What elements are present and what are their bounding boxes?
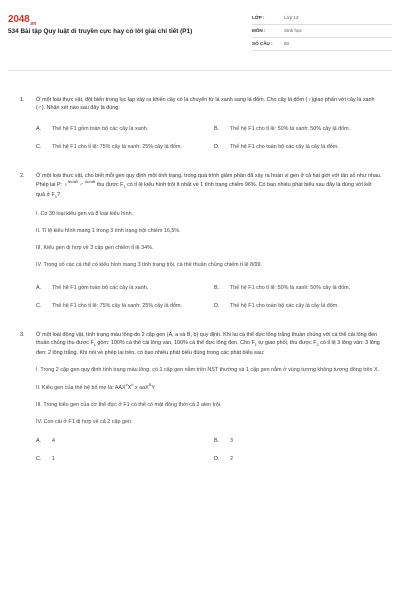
cross-genotype-female: Ab/aB [67, 180, 78, 185]
meta-count-row: SỐ CÂU : 50 [252, 38, 392, 51]
option-c[interactable]: C. 1 [36, 456, 55, 463]
answer-options [36, 432, 382, 468]
question-2 [0, 172, 400, 315]
answer-options [36, 120, 382, 156]
site-logo[interactable]: $2048_{.vn}$ [8, 14, 37, 27]
document-title: 534 Bài tập Quy luật di truyền cực hay có lời giải chi tiết (P1) [8, 28, 193, 35]
statement-4: IV. Con cái ở F1 dị hợp về cả 2 cặp gen. [36, 419, 133, 426]
option-d[interactable]: D. 2 [214, 456, 233, 463]
question-number: 3. [20, 332, 25, 339]
option-c[interactable]: C. Thế hệ F1 cho tỉ lệ: 75% cây lá xanh: 25% cây lá đốm. [36, 144, 183, 151]
statement-1: I. Có 30 loại kiểu gen và 8 loại kiểu hình. [36, 210, 134, 217]
option-a[interactable]: A. Thế hệ F1 gồm toàn bộ các cây lá xanh. [36, 285, 149, 292]
option-b[interactable]: B. 3 [214, 438, 233, 445]
statement-3: III. Kiểu gen dị hợp về 3 cặp gen chiếm tỉ lệ 34%. [36, 244, 154, 251]
meta-class-row: LỚP : Lớp 12 [252, 12, 392, 25]
document-meta [252, 12, 392, 51]
question-number: 1. [20, 97, 25, 103]
option-c[interactable]: C. Thế hệ F1 cho tỉ lệ: 75% cây lá xanh: 25% cây lá đốm. [36, 303, 183, 310]
question-text: Ở một loài thực vật, đột biến trong lục lạp xảy ra khiến cây có lá chuyển từ lá xanh sang lá đốm. Cho cây lá đốm (♀)giao phấn với cây lá xanh (♂). Nhận xét nào sau đây là đúng: [36, 97, 375, 112]
option-a[interactable]: A. Thế hệ F1 gồm toàn bộ các cây lá xanh. [36, 126, 149, 133]
question-text: Ở một loài động vật, tính trạng màu lông do 2 cặp gen (A, a và B, b) quy định. Khi lai cá thể đực lông trắng thuần chủng với cá thể cái lông đen thuần chủng thu được $F_1$ gồm: 100% cá thể cái lông vàn, 100% cá thể đực lông đen. Cho $F_1$ tự giao phối, thu được $F_2$ có tỉ lệ 3 lông vàn: 3 lông đen: 2 lông trắng. Khi nói về phép lai trên, có bao nhiêu phát biểu đúng trong các phát biểu sau: [36, 332, 380, 356]
question-1 [0, 96, 400, 156]
question-list [0, 78, 400, 468]
statement-4: IV. Trong số các cá thể có kiểu hình mang 3 tính trạng trội, cá thể thuần chủng chiếm tỉ lệ 8/99. [36, 261, 263, 268]
statement-3: III. Trong kiểu gen của cơ thể đực ở F1 có thể có mặt đồng thời cả 2 alen trội. [36, 402, 222, 409]
statement-2: II. Kiểu gen của thế hệ bố mẹ là: $AAX^bX^b$ x aaX$^B$Y [36, 383, 155, 391]
meta-subject-row: MÔN : Sinh học [252, 25, 392, 38]
question-number: 2. [20, 173, 25, 180]
document-header [0, 0, 400, 62]
option-d[interactable]: D. Thế hệ F1 cho toàn bộ các cây lá cây lá đốm. [214, 144, 339, 151]
statement-1: I. Trong 2 cặp gen quy định tính trạng màu lông, có 1 cặp gen nằm trên NST thường và 1 cặp gen nằm ở vùng tương không tương đồng trên X. [36, 367, 380, 374]
option-b[interactable]: B. Thế hệ F1 cho tỉ lệ: 50% lá xanh: 50% cây lá đốm. [214, 126, 351, 133]
answer-options [36, 279, 382, 315]
option-b[interactable]: B. Thế hệ F1 cho tỉ lệ: 50% lá xanh: 50% cây lá đốm. [214, 285, 351, 292]
question-3 [0, 331, 400, 468]
option-d[interactable]: D. Thế hệ F1 cho toàn bộ các cây lá cây lá đốm. [214, 303, 339, 310]
header-divider [8, 70, 392, 71]
statement-2: II. Tỉ lệ kiểu hình mang 1 trong 3 tính trạng trội chiếm 16,5%. [36, 227, 181, 234]
option-a[interactable]: A. 4 [36, 438, 55, 445]
cross-genotype-male: Ab/aB [85, 180, 96, 185]
question-text: Ở một loài thực vật, cho biết mỗi gen quy định một tính trạng, trong quá trình giảm phân đã xảy ra hoán vị gen ở cả hai giới với tần số như nhau. Phép lai P: ♀$^{Ab/aB}$ ♂ $^{Ab/aB}$ thu được $F_1$ có tỉ lệ kiểu hình trội ít nhất về 1 tính trạng chiếm 96%. Có bao nhiêu phát biểu sau đây là đúng với kết quả ở $F_1$? [36, 173, 382, 199]
